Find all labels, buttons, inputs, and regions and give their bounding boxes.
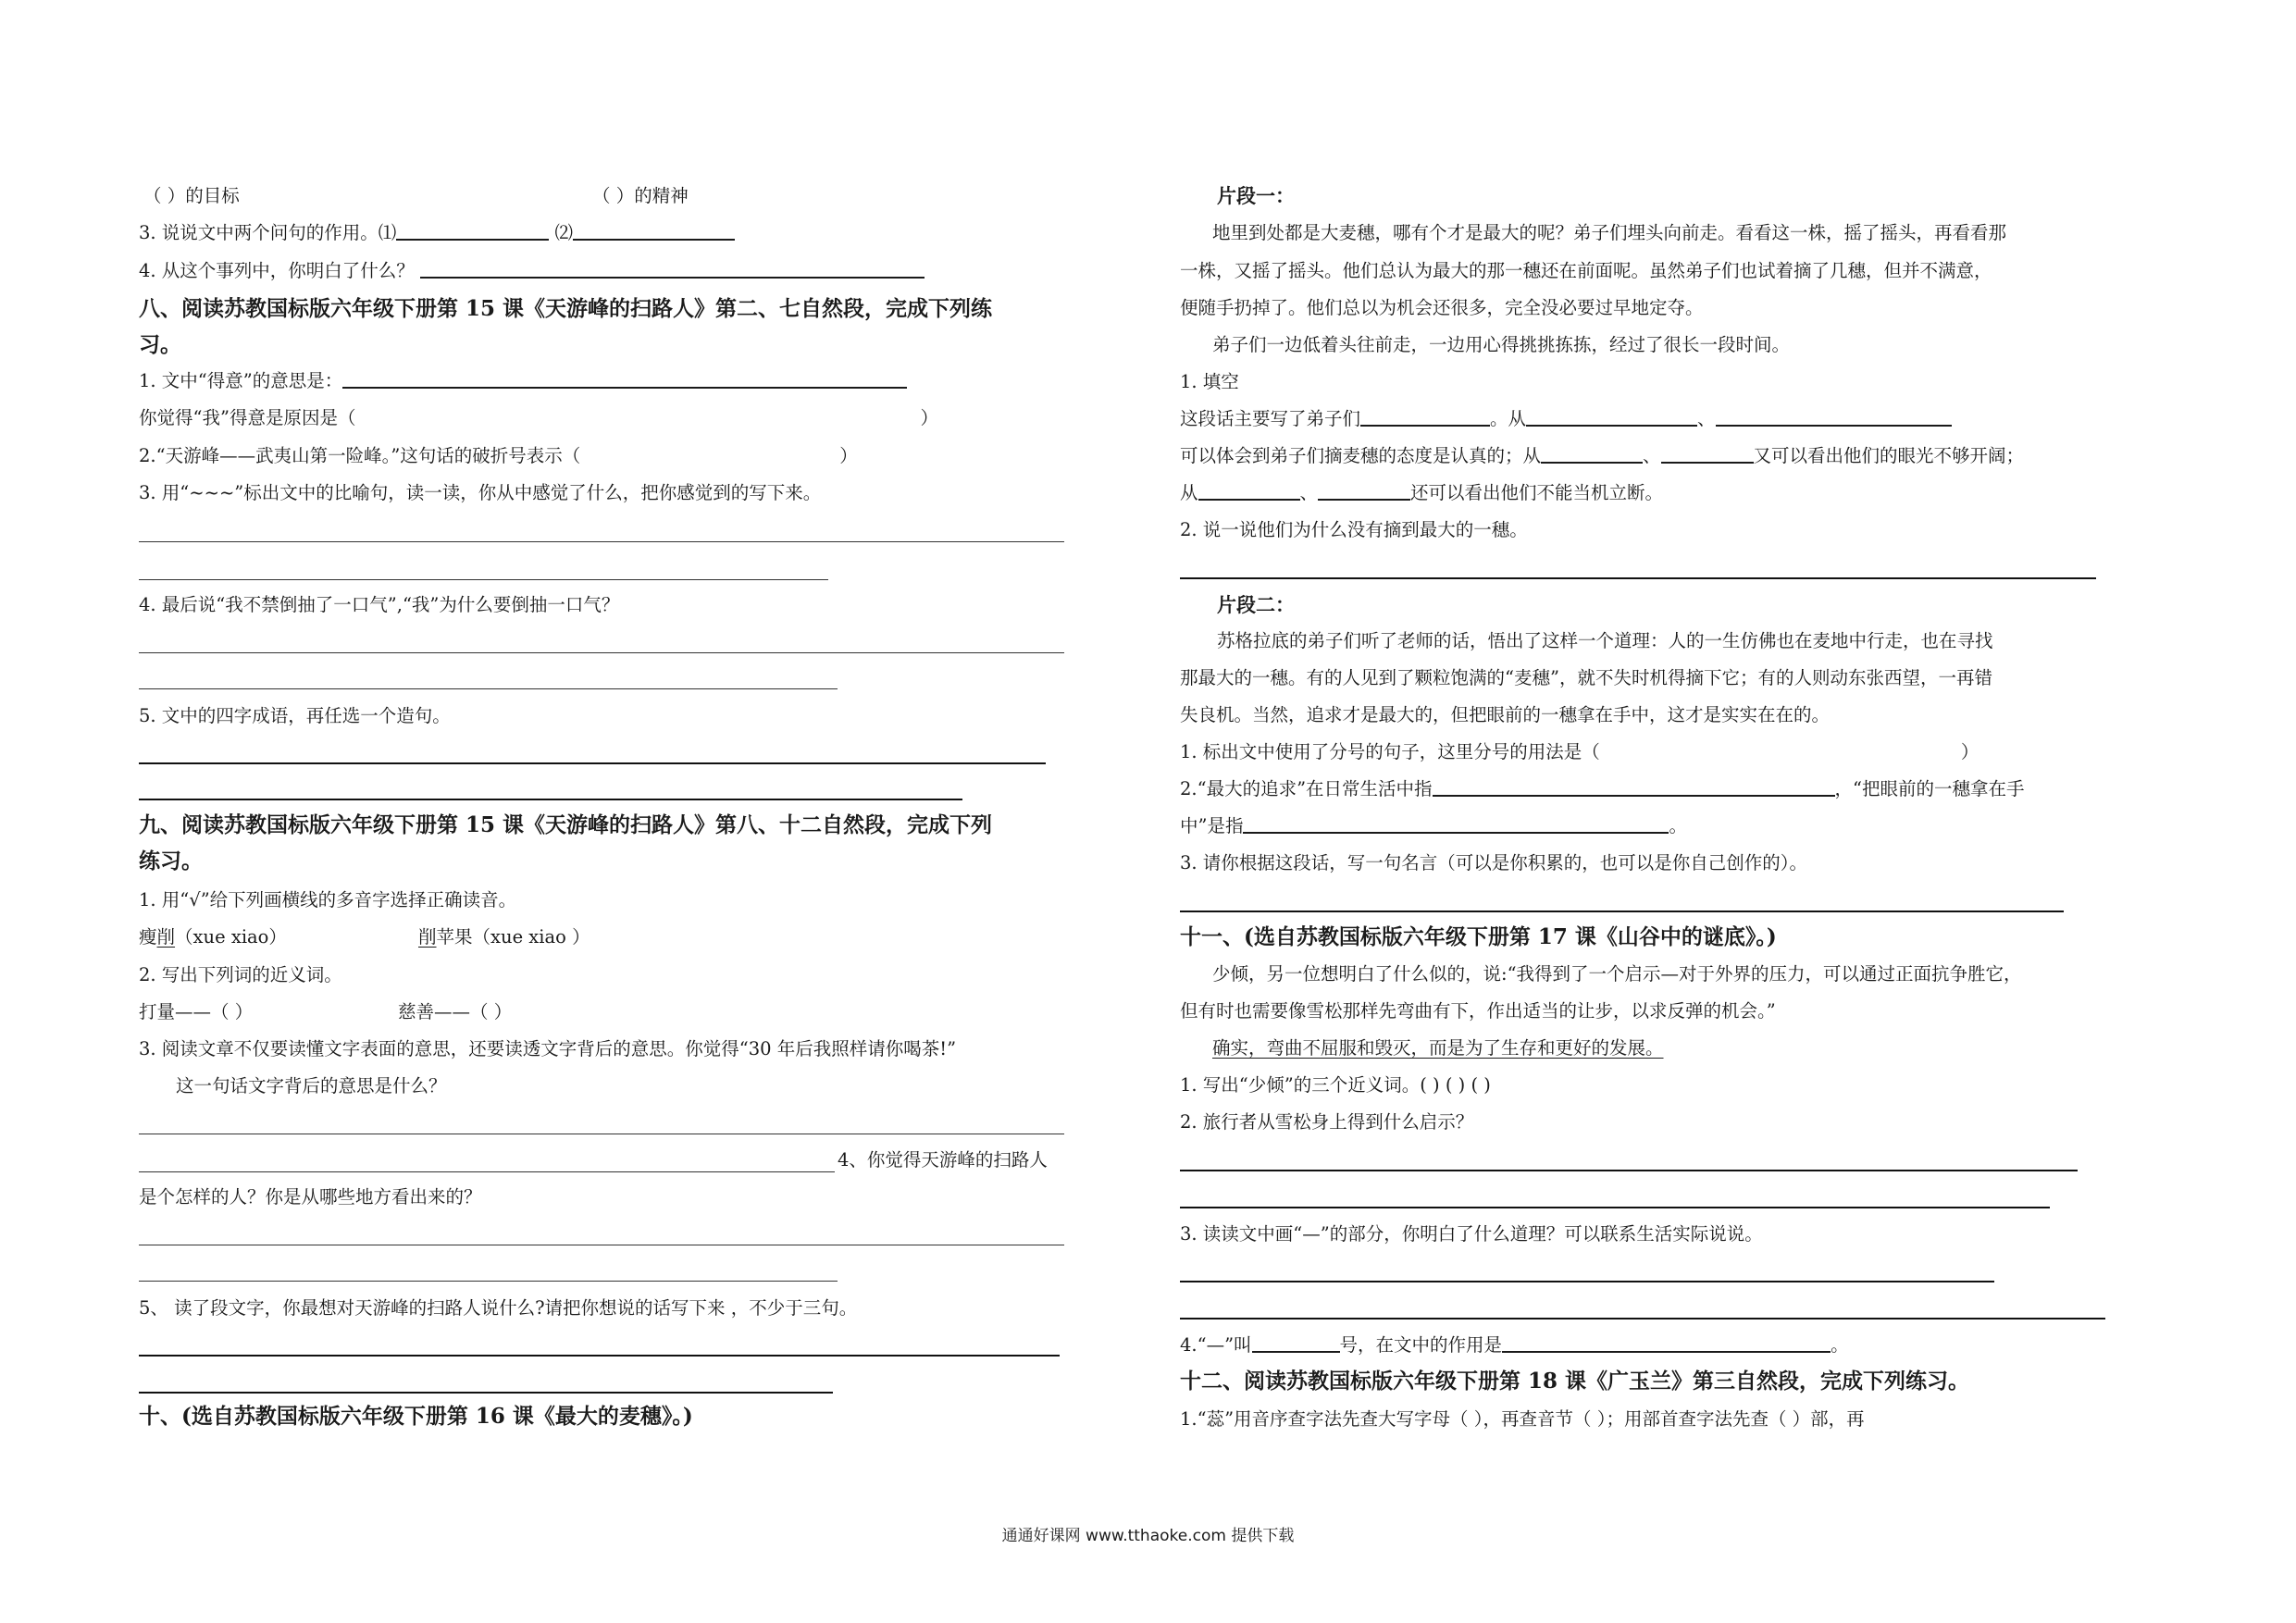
answer-line[interactable] [139,652,1064,653]
s8-question-3: 3. 用“~~~”标出文中的比喻句，读一读，你从中感觉了什么，把你感觉到的写下来。 [139,482,822,503]
r-fill-line-2: 可以体会到弟子们摘麦穗的态度是认真的；从 、 又可以看出他们的眼光不够开阔； [1180,445,2025,466]
s9-question-5: 5、 读了段文字，你最想对天游峰的扫路人说什么?请把你想说的话写下来 ，不少于三句。 [139,1297,858,1319]
section-12-heading: 十二、阅读苏教国标版六年级下册第 18 课《广玉兰》第三自然段，完成下列练习。 [1180,1369,1970,1394]
s9-question-2: 2. 写出下列词的近义词。 [139,964,342,985]
s8-question-4: 4. 最后说“我不禁倒抽了一口气”,“我”为什么要倒抽一口气？ [139,594,620,615]
answer-line[interactable] [1180,1281,1994,1282]
answer-line[interactable] [139,579,828,580]
r-question-2: 2. 说一说他们为什么没有摘到最大的一穗。 [1180,519,1528,540]
s8-question-1: 1. 文中“得意”的意思是： [139,368,907,394]
question-4: 4. 从这个事列中，你明白了什么？ [139,258,925,284]
answer-line[interactable] [1180,1170,2078,1171]
r-question-1: 1. 填空 [1180,371,1239,392]
answer-line[interactable] [1180,1207,2050,1208]
s11-question-2: 2. 旅行者从雪松身上得到什么启示？ [1180,1111,1474,1133]
paragraph-line: 苏格拉底的弟子们听了老师的话，悟出了这样一个道理：人的一生仿佛也在麦地中行走，也在寻找 [1217,630,1993,651]
r-fill-line-1: 这段话主要写了弟子们 。从 、 [1180,406,1952,432]
s8-question-5: 5. 文中的四字成语，再任选一个造句。 [139,705,451,726]
paragraph-line: 便随手扔掉了。他们总以为机会还很多，完全没必要过早地定夺。 [1180,297,1704,318]
answer-line[interactable] [139,1355,1060,1357]
s9-question-3b: 这一句话文字背后的意思是什么？ [176,1075,447,1096]
section-8-heading: 八、阅读苏教国标版六年级下册第 15 课《天游峰的扫路人》第二、七自然段，完成下列练 [139,296,993,321]
s12-question-1: 1.“蕊”用音序查字法先查大写字母（ ），再查音节（ ）；用部首查字法先查（ ）部，再 [1180,1408,1865,1430]
section-8-heading-cont: 习。 [139,332,181,357]
paragraph-line: 弟子们一边低着头往前走，一边用心得挑挑拣拣，经过了很长一段时间。 [1212,334,1791,355]
s9-question-4: 4、你觉得天游峰的扫路人 [838,1149,1048,1171]
paragraph-line: 一株，又摇了摇头。他们总认为最大的那一穗还在前面呢。虽然弟子们也试着摘了几穗，但并不满意， [1180,260,1992,281]
s9-question-4b: 是个怎样的人？你是从哪些地方看出来的？ [139,1186,482,1208]
answer-line[interactable] [139,688,838,689]
answer-line[interactable] [139,799,962,800]
answer-line[interactable] [139,762,1046,764]
fragment-1-title: 片段一： [1217,184,1295,207]
s11-question-4: 4.“—”叫 号，在文中的作用是 。 [1180,1334,1849,1356]
section-11-heading: 十一、(选自苏教国标版六年级下册第 17 课《山谷中的谜底》。) [1180,924,1777,949]
s11-question-1: 1. 写出“少倾”的三个近义词。( ) ( ) ( ) [1180,1074,1491,1096]
s9-polyphone-b: 削苹果（xue xiao ） [418,926,590,948]
answer-line[interactable] [139,1171,835,1172]
s11-question-3: 3. 读读文中画“—”的部分，你明白了什么道理？可以联系生活实际说说。 [1180,1223,1763,1245]
question-3: 3. 说说文中两个问句的作用。⑴ ⑵ [139,220,735,246]
r-fill-line-3: 从 、 还可以看出他们不能当机立断。 [1180,482,1664,503]
paragraph-line: 但有时也需要像雪松那样先弯曲有下，作出适当的让步，以求反弹的机会。” [1180,1000,1776,1022]
footer-credit: 通通好课网 www.tthaoke.com 提供下载 [1001,1527,1295,1545]
answer-line[interactable] [1180,577,2096,579]
section-10-heading: 十、(选自苏教国标版六年级下册第 16 课《最大的麦穗》。) [139,1404,693,1429]
r-q3: 3. 请你根据这段话，写一句名言（可以是你积累的，也可以是你自己创作的）。 [1180,852,1808,873]
r-q2: 2.“最大的追求”在日常生活中指 ，“把眼前的一穗拿在手 [1180,778,2025,799]
s9-synonym-a: 打量——（ ） [139,1001,254,1022]
r-q2b: 中”是指 。 [1180,815,1687,836]
paragraph-line: 那最大的一穗。有的人见到了颗粒饱满的“麦穗”，就不失时机得摘下它；有的人则动东张西望，一再错 [1180,667,1992,688]
section-9-heading: 九、阅读苏教国标版六年级下册第 15 课《天游峰的扫路人》第八、十二自然段，完成下列 [139,812,993,837]
answer-line[interactable] [139,1281,838,1282]
text-line: （ ）的精神 [592,185,689,206]
answer-line[interactable] [139,541,1064,542]
answer-line[interactable] [139,1392,833,1394]
s9-question-3: 3. 阅读文章不仅要读懂文字表面的意思，还要读透文字背后的意思。你觉得“30 年后我照样请你喝茶!” [139,1038,957,1059]
paragraph-line: 失良机。当然，追求才是最大的，但把眼前的一穗拿在手中，这才是实实在在的。 [1180,704,1831,725]
s9-polyphone-a: 瘦削（xue xiao） [139,926,287,948]
text-line: （ ）的目标 [143,185,240,206]
s8-question-1b: 你觉得“我”得意是原因是（ ） [139,407,938,428]
underlined-sentence: 确实，弯曲不屈服和毁灭，而是为了生存和更好的发展。 [1212,1037,1664,1059]
s8-question-2: 2.“天游峰——武夷山第一险峰。”这句话的破折号表示（ ） [139,445,858,466]
answer-line[interactable] [1180,1318,2105,1319]
section-9-heading-cont: 练习。 [139,849,203,873]
r-q1: 1. 标出文中使用了分号的句子，这里分号的用法是（ ） [1180,741,1980,762]
paragraph-line: 地里到处都是大麦穗，哪有个才是最大的呢？弟子们埋头向前走。看看这一株，摇了摇头，再看看那 [1212,222,2007,243]
fragment-2-title: 片段二： [1217,593,1295,616]
paragraph-line: 少倾，另一位想明白了什么似的，说:“我得到了一个启示—对于外界的压力，可以通过正面抗争胜它， [1212,963,2022,985]
s9-question-1: 1. 用“√”给下列画横线的多音字选择正确读音。 [139,889,517,911]
answer-line[interactable] [1180,911,2064,912]
s9-synonym-b: 慈善——（ ） [398,1001,513,1022]
